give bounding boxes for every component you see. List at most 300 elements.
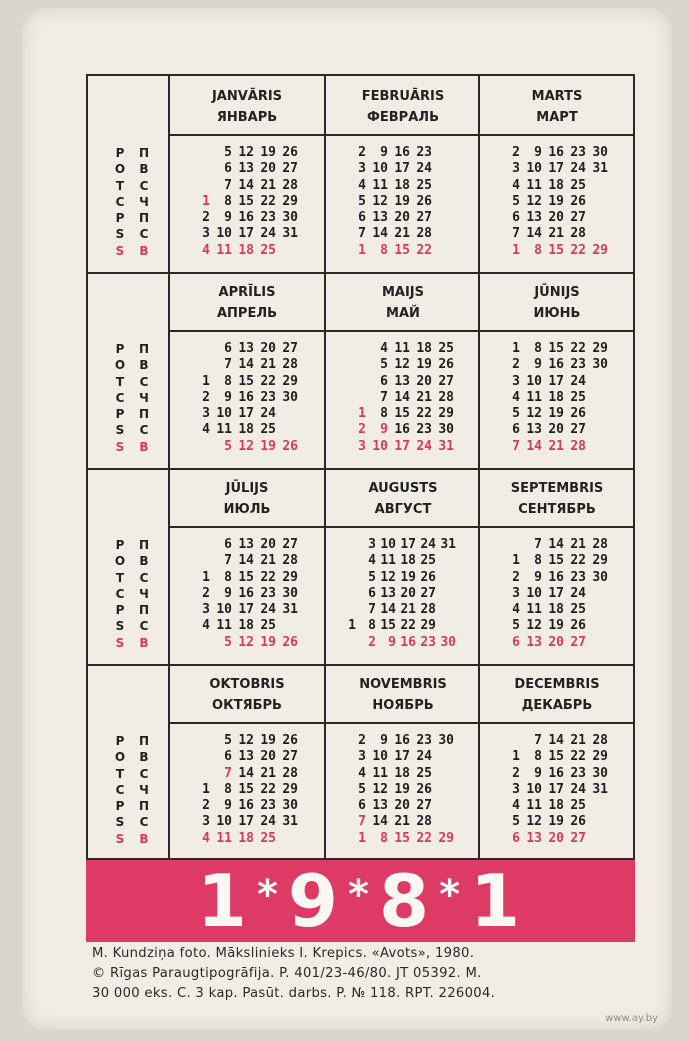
day-number: 2 (202, 585, 210, 601)
day-number: 13 (526, 422, 542, 438)
day-number: 21 (260, 765, 276, 781)
weekday-latvian: C (115, 390, 125, 405)
day-number: 25 (570, 177, 586, 193)
day-number: 21 (394, 226, 410, 242)
day-number: 10 (372, 749, 388, 765)
weekday-label (108, 831, 168, 847)
week-row (326, 782, 480, 798)
week-row (480, 553, 634, 569)
day-number: 9 (224, 798, 232, 814)
day-number: 20 (416, 373, 432, 389)
holiday-day: 11 (216, 830, 232, 846)
holiday-day: 27 (570, 830, 586, 846)
day-number (344, 357, 366, 373)
day-number: 11 (216, 618, 232, 634)
day-number: 12 (394, 357, 410, 373)
holiday-day: 10 (372, 438, 388, 454)
day-number: 21 (260, 553, 276, 569)
month-title (480, 282, 634, 324)
month-panel (170, 468, 324, 664)
day-number: 31 (440, 537, 456, 552)
week-row (170, 390, 324, 406)
day-number (188, 357, 210, 373)
weekday-latvian: O (114, 358, 126, 373)
day-number: 13 (238, 161, 254, 177)
day-number: 6 (512, 422, 520, 438)
year-digit: 1 (469, 859, 525, 943)
day-number (188, 766, 210, 782)
week-row (326, 243, 480, 259)
weekday-latvian: C (115, 586, 125, 601)
weekday-russian: С (139, 423, 149, 438)
day-number (586, 390, 608, 406)
month-name-latvian: DECEMBRIS (514, 677, 600, 692)
imprint-line: 30 000 eks. C. 3 kap. Pasūt. darbs. P. № 118. RPT. 226004. (92, 986, 496, 1001)
holiday-day: 8 (380, 830, 388, 846)
month-title (326, 86, 480, 128)
day-number: 3 (512, 781, 520, 797)
day-number: 24 (260, 226, 276, 242)
day-number (188, 161, 210, 177)
day-number: 25 (570, 602, 586, 618)
week-row (480, 733, 634, 749)
day-number: 9 (534, 357, 542, 373)
day-number: 24 (260, 602, 276, 618)
week-row (170, 602, 324, 618)
week-row (326, 226, 480, 242)
holiday-day (276, 831, 298, 847)
day-number (436, 618, 456, 634)
month-name-russian: АВГУСТ (374, 502, 432, 517)
day-number: 11 (394, 341, 410, 356)
day-number: 17 (394, 749, 410, 765)
day-number: 29 (282, 781, 298, 797)
imprint-line: © Rīgas Paraugtipogrāfija. P. 401/23-46/80. JT 05392. M. (92, 966, 482, 981)
day-number: 10 (526, 161, 542, 177)
weekday-latvian: O (114, 750, 126, 765)
day-number: 23 (570, 569, 586, 585)
week-row (326, 161, 480, 177)
day-grid (480, 341, 634, 455)
year-banner (86, 860, 635, 942)
weekday-label (108, 553, 168, 569)
day-number: 23 (570, 765, 586, 781)
week-row (326, 635, 480, 651)
day-number: 26 (420, 569, 436, 585)
day-number (586, 814, 608, 830)
week-row (326, 831, 480, 847)
week-row (480, 210, 634, 226)
week-row (480, 618, 634, 634)
day-number (344, 374, 366, 390)
week-row (326, 749, 480, 765)
week-row (480, 782, 634, 798)
day-number: 24 (570, 781, 586, 797)
day-number: 2 (358, 145, 366, 160)
week-row (326, 553, 480, 569)
weekday-latvian: S (115, 831, 125, 846)
day-number: 10 (216, 602, 232, 618)
holiday-day: 31 (438, 438, 454, 454)
day-number: 2 (512, 145, 520, 160)
weekday-label (108, 161, 168, 177)
weekday-russian: В (139, 831, 149, 846)
day-number: 23 (416, 733, 432, 748)
day-number: 30 (592, 569, 608, 585)
month-name-russian: ИЮЛЬ (223, 502, 271, 517)
month-title (170, 86, 324, 128)
day-number (498, 733, 520, 749)
day-number: 7 (534, 733, 542, 748)
day-number: 10 (372, 161, 388, 177)
weekday-russian: П (138, 146, 150, 160)
day-number: 17 (400, 537, 416, 552)
month-name-latvian: AUGUSTS (368, 481, 438, 496)
day-number: 22 (260, 193, 276, 209)
day-number: 13 (238, 749, 254, 765)
holiday-day (188, 439, 210, 455)
week-row (480, 586, 634, 602)
holiday-day (432, 243, 454, 259)
day-number: 7 (534, 537, 542, 552)
calendar-grid (86, 74, 635, 860)
week-row (480, 831, 634, 847)
day-number: 28 (570, 226, 586, 242)
day-number: 14 (526, 226, 542, 242)
month-panel (480, 272, 634, 468)
day-number: 9 (224, 210, 232, 226)
month-name-russian: ЯНВАРЬ (216, 110, 278, 125)
day-number: 24 (416, 749, 432, 765)
day-number: 19 (548, 406, 564, 422)
day-number: 27 (416, 798, 432, 814)
day-number: 16 (238, 210, 254, 226)
weekday-russian: П (138, 407, 150, 422)
weekday-russian: П (138, 342, 150, 356)
day-number: 12 (238, 733, 254, 748)
day-number: 1 (202, 373, 210, 389)
day-number (188, 553, 210, 569)
day-number: 11 (526, 389, 542, 405)
holiday-day: 19 (260, 438, 276, 454)
month-title (170, 282, 324, 324)
day-number: 30 (282, 210, 298, 226)
day-number (586, 422, 608, 438)
week-row (326, 374, 480, 390)
day-number: 6 (358, 798, 366, 814)
day-number: 2 (512, 569, 520, 585)
day-number: 15 (548, 341, 564, 356)
day-number: 9 (534, 569, 542, 585)
weekday-latvian: S (115, 635, 125, 650)
day-number: 8 (534, 749, 542, 765)
week-row (170, 618, 324, 634)
week-row (480, 178, 634, 194)
day-number: 4 (358, 765, 366, 781)
day-number: 24 (416, 161, 432, 177)
day-number: 25 (260, 422, 276, 438)
day-number: 25 (420, 553, 436, 569)
day-number: 8 (380, 406, 388, 422)
day-number: 1 (348, 618, 356, 634)
week-row (170, 341, 324, 357)
calendar-card (22, 8, 672, 1030)
week-row (480, 422, 634, 438)
day-number (586, 178, 608, 194)
day-number: 25 (438, 341, 454, 356)
day-number: 5 (512, 618, 520, 634)
day-number: 19 (260, 145, 276, 160)
day-number: 3 (202, 226, 210, 242)
day-number: 13 (238, 537, 254, 552)
day-grid (480, 145, 634, 259)
day-number: 19 (260, 733, 276, 748)
week-row (326, 537, 480, 553)
holiday-day: 15 (394, 830, 410, 846)
weekday-russian: В (139, 439, 149, 454)
day-number: 30 (282, 585, 298, 601)
day-number: 13 (238, 341, 254, 356)
weekday-labels (108, 145, 168, 259)
day-number: 8 (534, 553, 542, 569)
month-panel (326, 272, 480, 468)
day-number: 19 (548, 814, 564, 830)
day-number: 18 (394, 765, 410, 781)
day-number: 18 (548, 602, 564, 618)
day-number: 4 (202, 618, 210, 634)
day-grid (170, 341, 324, 455)
week-row (480, 161, 634, 177)
day-number: 24 (260, 814, 276, 830)
day-number: 3 (512, 585, 520, 601)
week-row (170, 553, 324, 569)
quarter-block (88, 272, 633, 468)
day-number: 13 (526, 210, 542, 226)
day-number (344, 341, 366, 357)
day-number: 28 (592, 537, 608, 552)
day-number: 2 (512, 765, 520, 781)
holiday-day: 20 (548, 830, 564, 846)
week-row (170, 782, 324, 798)
day-number: 13 (372, 210, 388, 226)
weekday-russian: В (139, 358, 149, 373)
weekday-column (88, 76, 170, 272)
day-number (436, 586, 456, 602)
day-number: 22 (570, 553, 586, 569)
weekday-label (108, 226, 168, 242)
week-row (480, 226, 634, 242)
day-number: 24 (570, 585, 586, 601)
day-number: 26 (570, 814, 586, 830)
day-number: 29 (438, 406, 454, 422)
day-number: 5 (224, 145, 232, 160)
day-number: 26 (282, 733, 298, 748)
day-number: 22 (260, 781, 276, 797)
holiday-day: 4 (202, 830, 210, 846)
holiday-day: 25 (260, 242, 276, 258)
day-number: 25 (260, 618, 276, 634)
day-number: 9 (224, 389, 232, 405)
day-number: 15 (238, 373, 254, 389)
day-number: 26 (570, 618, 586, 634)
day-number: 20 (394, 210, 410, 226)
day-number: 28 (416, 226, 432, 242)
month-name-latvian: SEPTEMBRIS (510, 481, 604, 496)
week-row (326, 390, 480, 406)
day-number: 30 (592, 765, 608, 781)
day-number: 26 (570, 406, 586, 422)
day-number: 17 (238, 814, 254, 830)
month-title (326, 478, 480, 520)
day-number: 18 (394, 177, 410, 193)
month-title (480, 86, 634, 128)
holiday-day: 2 (358, 422, 366, 438)
month-name-russian: ДЕКАБРЬ (521, 698, 593, 713)
day-number (586, 618, 608, 634)
weekday-latvian: S (115, 619, 125, 634)
day-number (336, 570, 356, 586)
weekday-column (88, 664, 170, 860)
holiday-day: 3 (358, 438, 366, 454)
day-number: 13 (394, 373, 410, 389)
holiday-day (586, 439, 608, 455)
day-number: 14 (548, 537, 564, 552)
week-row (170, 161, 324, 177)
holiday-day (586, 831, 608, 847)
day-number: 19 (416, 357, 432, 373)
day-number: 20 (400, 585, 416, 601)
day-number: 30 (438, 422, 454, 438)
day-number: 25 (570, 798, 586, 814)
day-number: 16 (394, 422, 410, 438)
day-number: 16 (548, 357, 564, 373)
month-name-latvian: JŪLIJS (225, 481, 269, 496)
day-number: 22 (400, 618, 416, 634)
star-separator: * (348, 872, 373, 918)
day-number (432, 798, 454, 814)
month-panel (170, 76, 324, 272)
day-number: 27 (282, 341, 298, 356)
day-number: 21 (570, 537, 586, 552)
weekday-label (108, 749, 168, 765)
day-number (188, 178, 210, 194)
weekday-latvian: P (115, 146, 125, 160)
week-row (480, 406, 634, 422)
weekday-russian: В (139, 243, 149, 258)
day-number: 22 (570, 749, 586, 765)
week-row (326, 439, 480, 455)
day-number: 4 (512, 602, 520, 618)
day-number: 29 (592, 341, 608, 356)
day-number: 9 (380, 145, 388, 160)
month-title (326, 674, 480, 716)
day-number (586, 226, 608, 242)
day-number: 7 (358, 226, 366, 242)
day-number: 24 (420, 537, 436, 552)
day-number (188, 145, 210, 161)
week-row (480, 602, 634, 618)
day-number: 17 (548, 161, 564, 177)
week-row (170, 226, 324, 242)
holiday-day: 29 (438, 830, 454, 846)
holiday-day: 28 (570, 438, 586, 454)
week-row (326, 766, 480, 782)
week-row (480, 749, 634, 765)
day-number (432, 226, 454, 242)
day-number (586, 798, 608, 814)
week-row (326, 814, 480, 830)
day-number: 6 (224, 749, 232, 765)
day-number: 29 (282, 569, 298, 585)
day-number: 14 (238, 357, 254, 373)
day-number: 27 (282, 161, 298, 177)
month-title (480, 478, 634, 520)
day-number: 21 (260, 357, 276, 373)
day-number: 23 (260, 585, 276, 601)
weekday-latvian: O (114, 554, 126, 569)
day-number: 5 (512, 193, 520, 209)
month-title (170, 478, 324, 520)
day-number: 16 (394, 145, 410, 160)
year-digit: 1 (196, 859, 251, 943)
day-number: 19 (394, 781, 410, 797)
day-number: 23 (570, 357, 586, 373)
weekday-label (108, 635, 168, 651)
weekday-russian: Ч (139, 586, 149, 601)
holiday-day: 18 (238, 242, 254, 258)
weekday-latvian: S (115, 423, 125, 438)
day-number: 7 (224, 553, 232, 569)
month-panel (170, 664, 324, 860)
day-number (498, 537, 520, 553)
day-number: 10 (526, 585, 542, 601)
holiday-day (336, 635, 356, 651)
day-number: 26 (570, 193, 586, 209)
day-number: 21 (394, 814, 410, 830)
weekday-russian: В (139, 162, 149, 177)
day-number (586, 194, 608, 210)
month-name-russian: ОКТЯБРЬ (212, 698, 282, 713)
day-number: 24 (570, 161, 586, 177)
day-number: 3 (358, 161, 366, 177)
day-number: 12 (526, 406, 542, 422)
day-number: 24 (260, 406, 276, 422)
month-panel (326, 664, 480, 860)
month-panel (326, 468, 480, 664)
week-row (170, 733, 324, 749)
day-number: 27 (420, 585, 436, 601)
day-number: 4 (202, 422, 210, 438)
day-number: 2 (202, 389, 210, 405)
day-number: 31 (282, 814, 298, 830)
holiday-day: 26 (282, 634, 298, 650)
week-row (480, 194, 634, 210)
week-row (170, 406, 324, 422)
week-row (170, 210, 324, 226)
day-number: 6 (512, 210, 520, 226)
weekday-russian: Ч (139, 390, 149, 405)
day-number: 22 (260, 373, 276, 389)
day-number: 29 (592, 553, 608, 569)
day-number: 3 (202, 602, 210, 618)
day-number: 31 (592, 781, 608, 797)
day-number: 11 (372, 177, 388, 193)
day-number: 16 (238, 389, 254, 405)
week-row (480, 635, 634, 651)
day-grid (326, 341, 480, 455)
day-number: 10 (526, 373, 542, 389)
weekday-label (108, 194, 168, 210)
